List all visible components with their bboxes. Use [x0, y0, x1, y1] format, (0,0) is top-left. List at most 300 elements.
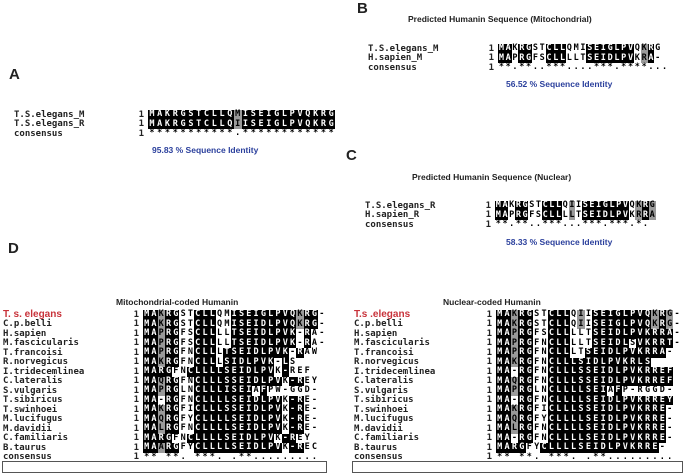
- residue: .: [566, 62, 572, 72]
- residue: L: [158, 423, 164, 433]
- residue: .: [585, 451, 591, 462]
- residue: R: [165, 328, 172, 338]
- residue: C: [195, 442, 201, 452]
- residue: P: [511, 337, 518, 348]
- residue: D: [260, 318, 266, 329]
- residue: L: [534, 385, 540, 395]
- residue: R: [642, 200, 649, 210]
- residue: L: [553, 52, 559, 63]
- residue: D: [607, 366, 614, 376]
- residue: E: [593, 385, 599, 395]
- residue: *: [164, 128, 171, 138]
- residue: T: [187, 318, 193, 329]
- residue: .: [637, 451, 643, 462]
- residue: *: [274, 128, 280, 138]
- residue: *: [188, 128, 194, 138]
- species-name: T. s. elegans: [3, 309, 62, 321]
- residue: G: [173, 318, 179, 329]
- residue: .: [652, 451, 658, 462]
- species-name: H.sapien_R: [365, 210, 420, 221]
- residue: F: [180, 347, 186, 357]
- residue: E: [304, 413, 310, 424]
- residue: E: [593, 375, 599, 386]
- residue: -: [319, 337, 325, 348]
- residue: L: [578, 432, 584, 443]
- residue: R: [297, 347, 303, 357]
- residue: L: [217, 356, 223, 367]
- residue: L: [202, 337, 208, 348]
- start-position: 1: [486, 442, 492, 453]
- residue: C: [311, 442, 318, 452]
- residue: L: [622, 337, 628, 348]
- residue: S: [630, 337, 636, 348]
- residue: L: [600, 356, 606, 367]
- residue: P: [268, 423, 274, 433]
- residue: S: [238, 328, 245, 338]
- residue: M: [497, 432, 503, 443]
- residue: Q: [562, 200, 568, 210]
- residue: R: [158, 366, 164, 376]
- residue: L: [563, 404, 569, 414]
- residue: D: [253, 394, 259, 405]
- residue: M: [149, 109, 155, 119]
- residue: .: [180, 451, 186, 462]
- species-name: H.sapien_M: [368, 53, 423, 64]
- residue: M: [144, 347, 150, 357]
- residue: .: [534, 451, 540, 462]
- residue: *: [195, 451, 201, 462]
- residue: A: [504, 404, 510, 414]
- residue: L: [571, 394, 577, 405]
- residue: I: [600, 394, 606, 405]
- residue: F: [180, 337, 186, 348]
- residue: R: [304, 309, 310, 319]
- residue: V: [275, 404, 281, 414]
- residue: I: [246, 375, 252, 386]
- residue: .: [260, 451, 266, 462]
- residue: R: [519, 318, 525, 329]
- residue: G: [519, 442, 525, 452]
- residue: F: [534, 413, 540, 424]
- residue: L: [202, 318, 208, 329]
- residue: P: [630, 318, 636, 329]
- residue: C: [548, 309, 554, 319]
- residue: L: [563, 442, 569, 452]
- residue: L: [615, 413, 621, 424]
- species-name: T.sibiricus: [354, 395, 414, 406]
- residue: L: [253, 432, 259, 443]
- residue: R: [172, 118, 178, 129]
- residue: T: [187, 309, 193, 319]
- residue: -: [667, 404, 673, 414]
- residue: L: [562, 209, 568, 220]
- start-position: 1: [485, 200, 491, 211]
- residue: C: [195, 328, 201, 338]
- residue: L: [569, 209, 575, 220]
- residue: K: [158, 356, 164, 367]
- residue: R: [652, 423, 658, 433]
- residue: R: [165, 442, 172, 452]
- residue: R: [515, 200, 521, 210]
- consensus-row: [365, 220, 656, 230]
- residue: R: [659, 328, 665, 338]
- residue: .: [644, 451, 651, 462]
- residue: I: [593, 442, 599, 452]
- residue: -: [290, 413, 296, 424]
- consensus-row: [368, 63, 668, 73]
- residue: R: [644, 347, 651, 357]
- residue: L: [571, 328, 577, 338]
- residue: R: [165, 385, 172, 395]
- residue: G: [173, 375, 179, 386]
- residue: L: [202, 309, 208, 319]
- residue: T: [539, 43, 545, 53]
- residue: G: [522, 209, 528, 220]
- residue: D: [615, 337, 621, 348]
- residue: R: [519, 404, 525, 414]
- residue: A: [504, 423, 510, 433]
- residue: G: [173, 385, 179, 395]
- residue: I: [187, 404, 193, 414]
- residue: L: [211, 118, 217, 129]
- residue: A: [504, 375, 510, 386]
- residue: K: [282, 404, 288, 414]
- residue: F: [180, 423, 186, 433]
- species-name: B.taurus: [354, 442, 398, 453]
- residue: S: [587, 52, 593, 63]
- sequence: [496, 453, 673, 463]
- residue: S: [231, 394, 237, 405]
- residue: *: [549, 219, 555, 229]
- residue: *: [556, 451, 562, 462]
- residue: *: [519, 62, 525, 72]
- start-position: 1: [133, 414, 139, 425]
- residue: V: [630, 432, 636, 443]
- residue: S: [231, 404, 237, 414]
- residue: E: [238, 394, 245, 405]
- residue: M: [235, 109, 241, 119]
- residue: M: [497, 404, 503, 414]
- start-position: 1: [486, 404, 492, 415]
- start-position: 1: [486, 423, 492, 434]
- residue: Y: [187, 442, 193, 452]
- residue: S: [238, 337, 245, 348]
- residue: F: [180, 413, 186, 424]
- residue: .: [580, 62, 586, 72]
- residue: .: [304, 451, 310, 462]
- residue: I: [246, 347, 252, 357]
- residue: K: [282, 375, 288, 386]
- residue: S: [231, 442, 237, 452]
- residue: I: [231, 309, 237, 319]
- panel-label-b: B: [357, 0, 368, 17]
- residue: A: [151, 328, 157, 338]
- residue: E: [593, 394, 599, 405]
- residue: R: [519, 328, 525, 338]
- residue: E: [593, 347, 599, 357]
- residue: *: [165, 451, 172, 462]
- residue: K: [652, 309, 658, 319]
- residue: A: [151, 385, 157, 395]
- residue: R: [290, 366, 296, 376]
- residue: L: [202, 413, 208, 424]
- residue: V: [275, 347, 281, 357]
- residue: R: [304, 337, 310, 348]
- residue: P: [621, 52, 627, 63]
- residue: Q: [629, 200, 635, 210]
- residue: L: [217, 328, 223, 338]
- residue: R: [519, 43, 525, 53]
- residue: D: [253, 413, 259, 424]
- residue: -: [630, 385, 636, 395]
- residue: I: [246, 385, 252, 395]
- residue: R: [297, 375, 303, 386]
- residue: *: [560, 62, 566, 72]
- residue: R: [519, 52, 525, 63]
- residue: L: [555, 200, 562, 210]
- residue: -: [297, 328, 303, 338]
- residue: *: [219, 128, 225, 138]
- residue: I: [600, 423, 606, 433]
- residue: E: [600, 309, 606, 319]
- residue: -: [311, 423, 318, 433]
- residue: G: [173, 337, 179, 348]
- residue: P: [509, 209, 515, 220]
- residue: *: [553, 62, 559, 72]
- residue: I: [580, 43, 586, 53]
- residue: L: [556, 366, 562, 376]
- residue: R: [165, 356, 172, 367]
- start-position: 1: [133, 423, 139, 434]
- residue: R: [290, 432, 296, 443]
- residue: C: [541, 442, 547, 452]
- residue: V: [630, 423, 636, 433]
- residue: K: [282, 423, 288, 433]
- alignment-panel-b: [368, 44, 668, 73]
- alignment-panel-a: [14, 110, 335, 139]
- residue: R: [519, 413, 525, 424]
- sequence: [498, 63, 668, 73]
- residue: S: [532, 43, 538, 53]
- residue: I: [266, 118, 272, 129]
- residue: F: [180, 404, 186, 414]
- residue: *: [227, 128, 233, 138]
- residue: N: [187, 375, 193, 386]
- residue: I: [253, 309, 259, 319]
- residue: I: [246, 394, 252, 405]
- residue: M: [497, 413, 503, 424]
- residue: C: [195, 413, 201, 424]
- residue: [540, 453, 547, 463]
- residue: F: [534, 404, 540, 414]
- residue: N: [541, 423, 547, 433]
- residue: D: [246, 366, 252, 376]
- residue: L: [209, 404, 215, 414]
- residue: L: [260, 394, 266, 405]
- residue: -: [667, 413, 673, 424]
- residue: G: [667, 318, 673, 329]
- residue: G: [173, 309, 179, 319]
- residue: M: [495, 200, 501, 210]
- residue: L: [571, 375, 577, 386]
- residue: *: [593, 62, 600, 72]
- residue: C: [548, 347, 554, 357]
- residue: G: [522, 200, 528, 210]
- residue: L: [571, 432, 577, 443]
- residue: Q: [227, 109, 233, 119]
- residue: C: [203, 118, 210, 129]
- residue: D: [246, 432, 252, 443]
- residue: L: [217, 413, 223, 424]
- residue: C: [187, 432, 193, 443]
- start-position: 1: [486, 309, 492, 320]
- panel-c-identity: 58.33 % Sequence Identity: [506, 237, 613, 247]
- residue: P: [158, 385, 164, 395]
- residue: M: [497, 328, 503, 338]
- residue: -: [667, 423, 673, 433]
- residue: L: [549, 209, 555, 220]
- residue: E: [238, 347, 245, 357]
- residue: L: [556, 423, 562, 433]
- residue: Q: [158, 413, 164, 424]
- residue: T: [196, 109, 202, 119]
- residue: *: [266, 128, 272, 138]
- residue: -: [674, 309, 680, 319]
- residue: M: [497, 385, 503, 395]
- residue: V: [282, 309, 288, 319]
- residue: I: [585, 318, 591, 329]
- residue: L: [615, 404, 621, 414]
- residue: V: [297, 118, 303, 129]
- residue: L: [268, 328, 274, 338]
- residue: E: [659, 366, 665, 376]
- residue: M: [144, 442, 150, 452]
- start-position: 1: [133, 319, 139, 330]
- residue: *: [151, 451, 157, 462]
- residue: G: [328, 109, 334, 119]
- residue: Q: [217, 309, 223, 319]
- residue: L: [217, 366, 223, 376]
- residue: Q: [217, 318, 223, 329]
- residue: G: [526, 413, 532, 424]
- residue: L: [578, 394, 584, 405]
- residue: R: [644, 432, 651, 443]
- residue: G: [526, 52, 532, 63]
- residue: [223, 453, 230, 463]
- residue: S: [238, 309, 245, 319]
- residue: E: [659, 423, 665, 433]
- residue: S: [585, 432, 591, 443]
- residue: A: [151, 394, 157, 405]
- residue: I: [253, 328, 259, 338]
- residue: -: [511, 366, 518, 376]
- residue: P: [622, 366, 628, 376]
- residue: E: [589, 209, 595, 220]
- species-name: C.familiaris: [3, 433, 69, 444]
- species-name: C.p.belli: [354, 319, 403, 330]
- residue: M: [144, 394, 150, 405]
- species-name: C.lateralis: [354, 376, 414, 387]
- residue: *: [636, 219, 642, 229]
- residue: D: [602, 209, 608, 220]
- residue: F: [534, 328, 540, 338]
- residue: L: [571, 423, 577, 433]
- residue: C: [548, 366, 554, 376]
- residue: C: [542, 209, 548, 220]
- residue: D: [593, 356, 599, 367]
- residue: P: [158, 337, 164, 348]
- species-name: T.sibiricus: [3, 395, 63, 406]
- residue: *: [548, 451, 554, 462]
- residue: V: [268, 366, 274, 376]
- residue: K: [652, 318, 658, 329]
- residue: E: [246, 337, 252, 348]
- residue: I: [600, 375, 606, 386]
- start-position: 1: [138, 128, 144, 139]
- residue: G: [173, 423, 179, 433]
- start-position: 1: [133, 338, 139, 349]
- residue: P: [512, 52, 518, 63]
- residue: M: [498, 52, 504, 63]
- residue: .: [297, 451, 303, 462]
- residue: -: [511, 394, 518, 405]
- alignment-panel-d-nuclear: [354, 310, 681, 462]
- residue: K: [637, 366, 643, 376]
- residue: M: [497, 366, 503, 376]
- residue: L: [202, 385, 208, 395]
- residue: -: [290, 375, 296, 386]
- residue: L: [202, 404, 208, 414]
- residue: L: [202, 347, 208, 357]
- residue: P: [622, 423, 628, 433]
- residue: F: [667, 366, 673, 376]
- residue: L: [202, 432, 208, 443]
- residue: S: [535, 209, 542, 220]
- residue: .: [667, 451, 673, 462]
- residue: L: [560, 43, 566, 53]
- residue: E: [238, 413, 245, 424]
- start-position: 1: [486, 414, 492, 425]
- residue: R: [652, 337, 658, 348]
- residue: M: [573, 43, 579, 53]
- residue: D: [607, 432, 614, 443]
- residue: I: [600, 404, 606, 414]
- residue: V: [637, 337, 643, 348]
- residue: I: [607, 328, 614, 338]
- residue: M: [144, 328, 150, 338]
- residue: I: [596, 200, 602, 210]
- residue: E: [585, 442, 591, 452]
- species-name: T.S.elegans_R: [14, 119, 85, 130]
- residue: R: [165, 404, 172, 414]
- residue: T: [667, 337, 673, 348]
- residue: G: [644, 385, 651, 395]
- residue: A: [158, 442, 164, 452]
- residue: S: [231, 413, 237, 424]
- residue: R: [659, 309, 665, 319]
- residue: I: [238, 432, 245, 443]
- residue: R: [519, 309, 525, 319]
- residue: K: [637, 423, 643, 433]
- residue: .: [311, 451, 318, 462]
- residue: S: [585, 347, 591, 357]
- residue: E: [304, 404, 310, 414]
- species-name: M.davidii: [3, 423, 52, 434]
- residue: M: [497, 375, 503, 386]
- residue: R: [519, 385, 525, 395]
- residue: K: [637, 432, 643, 443]
- residue: G: [311, 318, 318, 329]
